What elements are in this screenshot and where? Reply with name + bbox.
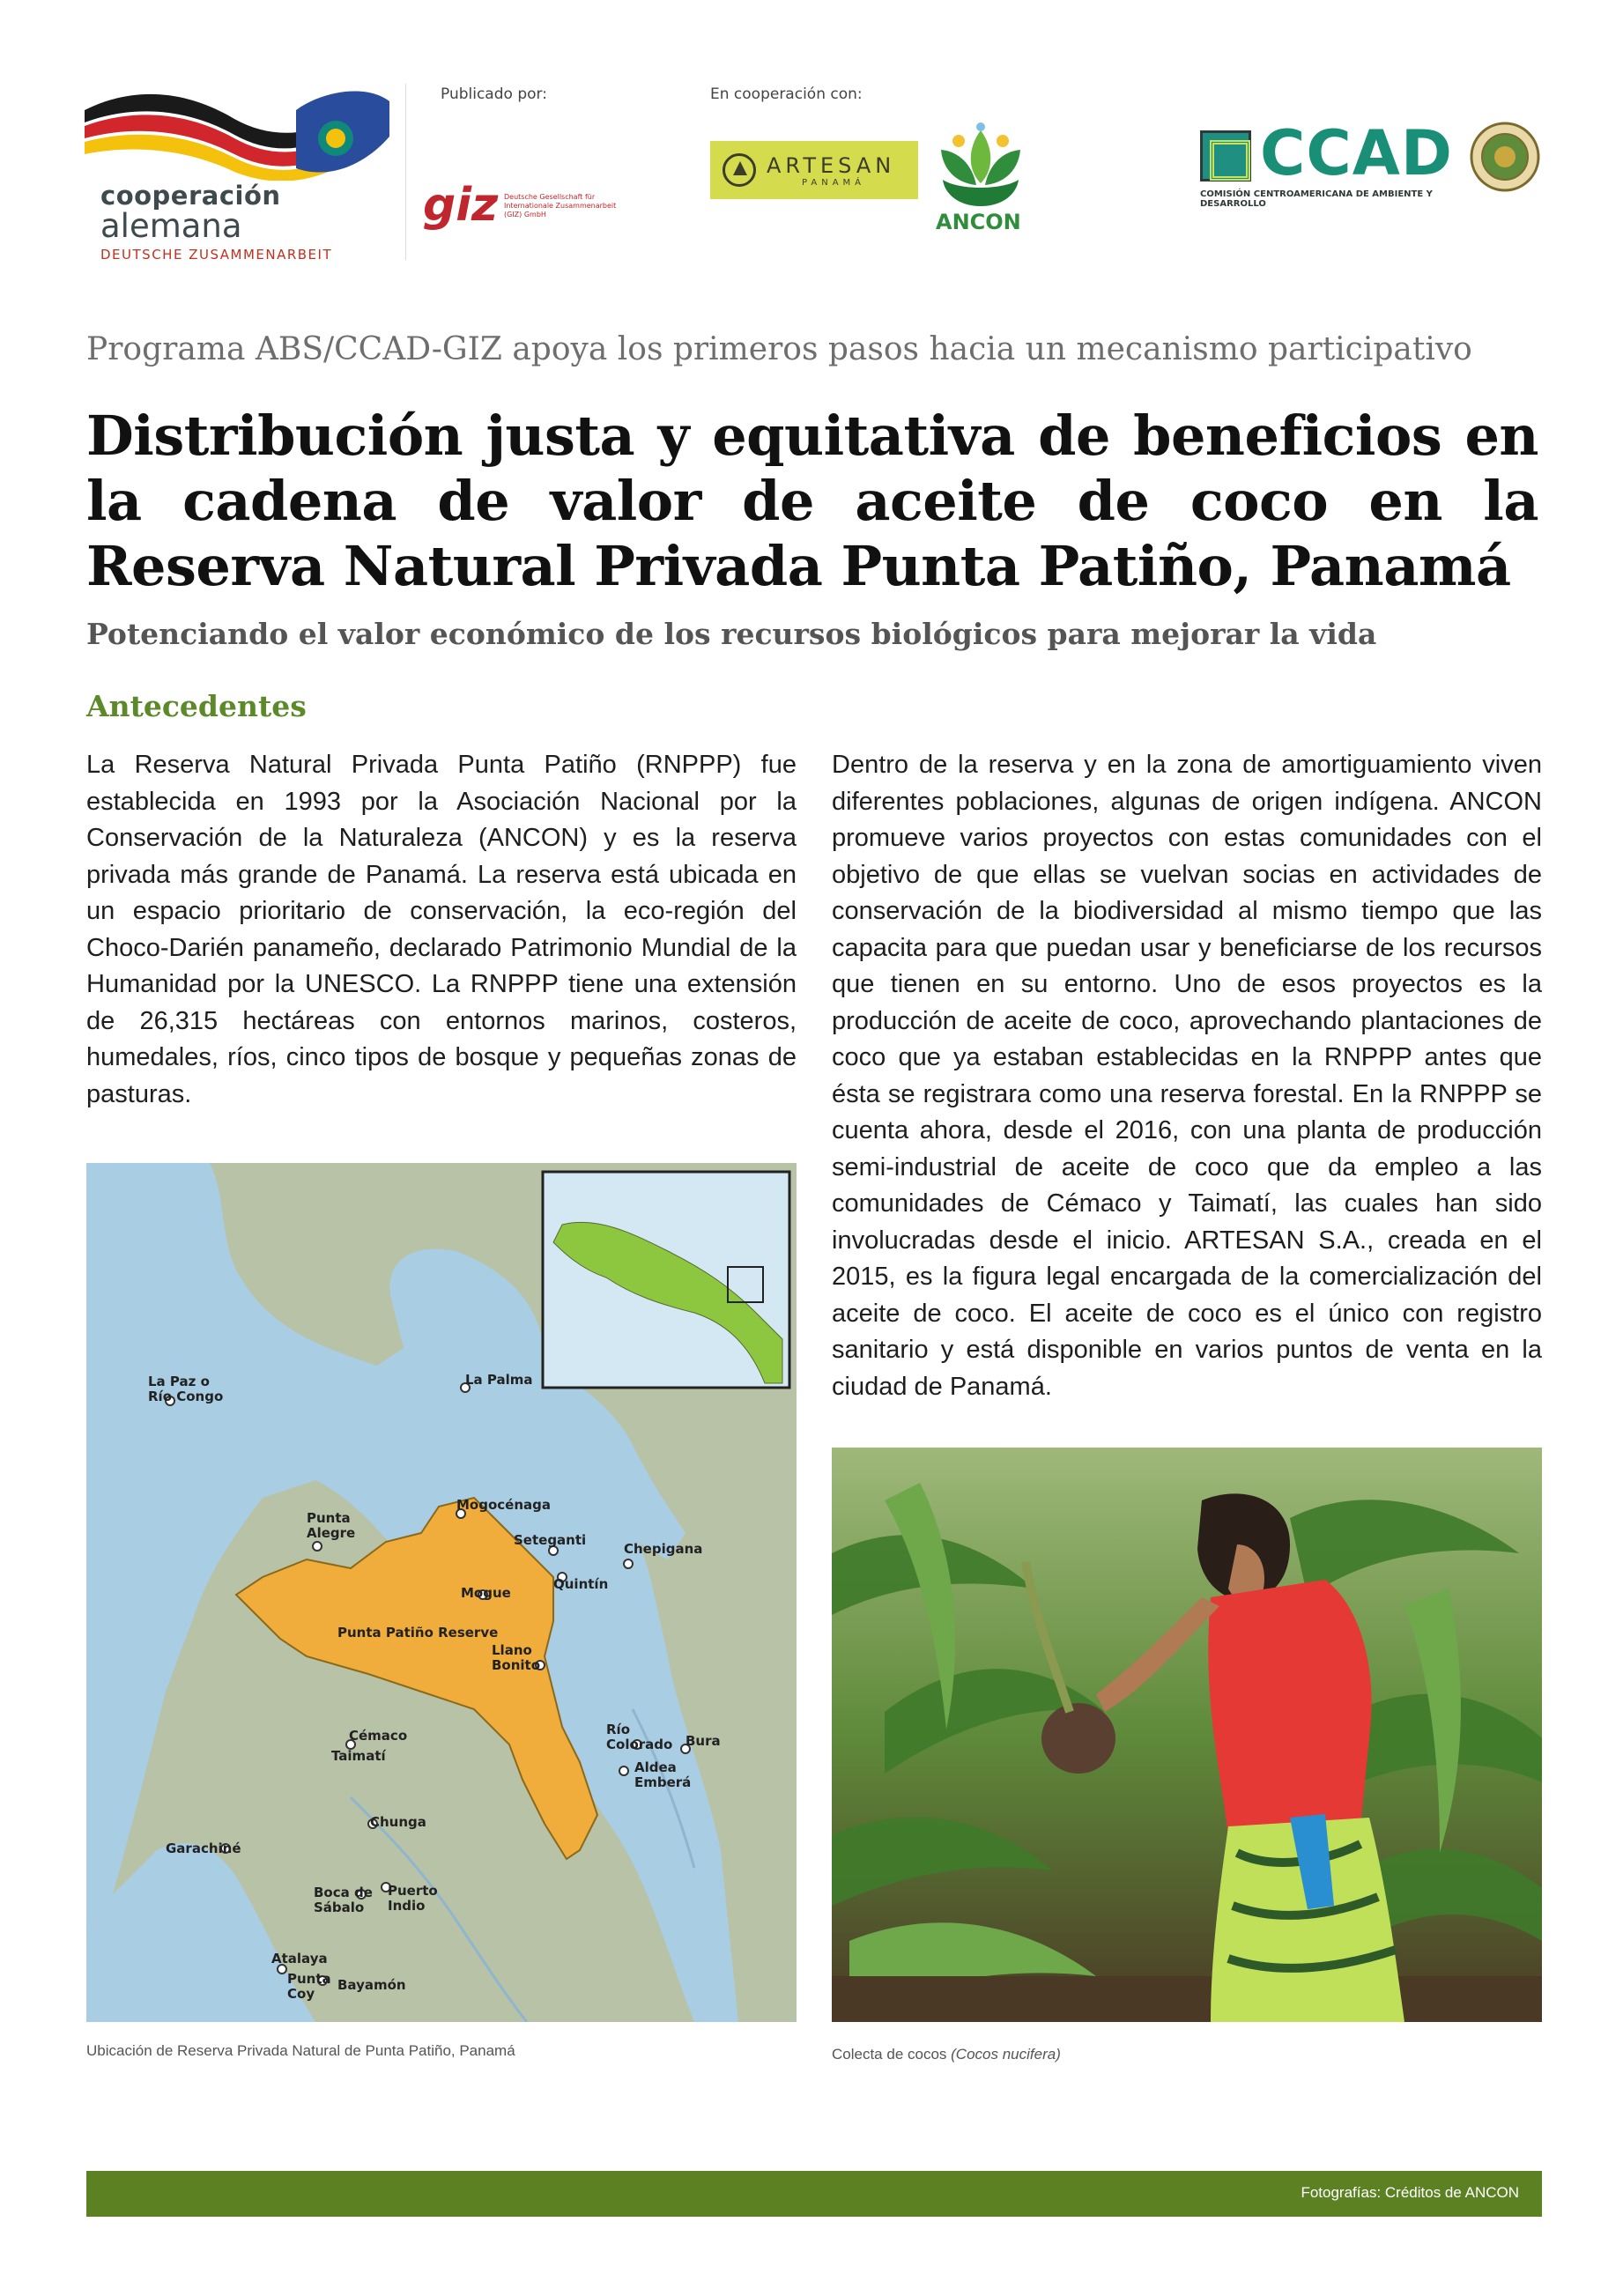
map-label-mogocenaga: Mogocénaga (456, 1497, 551, 1513)
giz-logo (423, 181, 626, 242)
section-heading-antecedentes: Antecedentes (86, 689, 307, 723)
coconut-harvest-photo (832, 1448, 1542, 2022)
photo-caption (832, 2046, 1061, 2063)
map-label-rio-colorado: Río Colorado (606, 1722, 673, 1752)
artesan-emblem-icon (723, 153, 756, 187)
map-label-llano-bonito: Llano Bonito (492, 1642, 541, 1673)
map-label-quintin: Quintín (553, 1576, 609, 1592)
ccad-name: CCAD (1260, 117, 1454, 189)
map-label-la-palma: La Palma (465, 1372, 533, 1388)
map-label-taimati: Taimatí (331, 1748, 386, 1764)
map-label-bura: Bura (686, 1733, 721, 1749)
map-label-reserve: Punta Patiño Reserve (337, 1625, 499, 1641)
map-label-la-paz: La Paz o Río Congo (148, 1374, 224, 1404)
article-kicker: Programa ABS/CCAD-GIZ apoya los primeros pasos hacia un mecanismo participativo (86, 331, 1472, 367)
artesan-sub: PANAMÁ (802, 178, 866, 188)
artesan-name: ARTESAN (767, 153, 896, 178)
map-label-seteganti: Seteganti (514, 1532, 587, 1548)
cooperation-label: En cooperación con: (710, 85, 863, 103)
giz-mark: giz (423, 179, 499, 232)
map-label-bayamon: Bayamón (337, 1977, 406, 1993)
coop-line3: DEUTSCHE ZUSAMMENARBEIT (100, 247, 333, 263)
map-label-chunga: Chunga (370, 1814, 426, 1830)
map-label-aldea-embera: Aldea Emberá (634, 1759, 692, 1790)
cooperacion-alemana-logo (85, 84, 393, 263)
photo-caption-species: (Cocos nucifera) (951, 2046, 1061, 2063)
map-label-chepigana: Chepigana (624, 1541, 703, 1557)
map-label-puerto-indio: Puerto Indio (388, 1883, 438, 1914)
article-title: Distribución justa y equitativa de beneficios en la cadena de valor de aceite de coco en la Reserva Natural Privada Punta Patiño, Panamá (86, 404, 1538, 598)
coop-line1: cooperación (100, 181, 281, 211)
german-flag-swoosh-icon (85, 84, 393, 181)
sica-seal-icon (1470, 122, 1540, 192)
ccad-sub: COMISIÓN CENTROAMERICANA DE AMBIENTE Y DESARROLLO (1200, 189, 1433, 209)
coop-line2: alemana (100, 207, 242, 245)
ancon-name: ANCON (936, 210, 1021, 234)
map-label-punta-alegre: Punta Alegre (307, 1510, 356, 1541)
paragraph-right: Dentro de la reserva y en la zona de amortiguamiento viven diferentes poblaciones, algunas de origen indígena. ANCON promueve varios proyectos con estas comunidades con el objetivo de que ellas se vuelvan socias en actividades de conservación de la biodiversidad al mismo tiempo que las capacita para que puedan usar y beneficiarse de los recursos que tienen en su entorno. Uno de esos proyectos es la producción de aceite de coco, aprovechando plantaciones de coco que ya estaban establecidas en la RNPPP antes que ésta se registrara como una reserva forestal. En la RNPPP se cuenta ahora, desde el 2016, con una planta de producción semi-industrial de aceite de coco que da empleo a las comunidades de Cémaco y Taimatí, las cuales han sido involucradas desde el inicio. ARTESAN S.A., creada en el 2015, es la figura legal encargada de la comercialización del aceite de coco. El aceite de coco es el único con registro sanitario y está disponible en varios puntos de venta en la ciudad de Panamá. (832, 751, 1542, 1401)
photo-caption-text: Colecta de cocos (832, 2046, 952, 2063)
map-labels (86, 1163, 797, 2022)
map-label-mogue: Mogue (461, 1585, 511, 1601)
article-subtitle: Potenciando el valor económico de los recursos biológicos para mejorar la vida (86, 617, 1377, 651)
published-by-label: Publicado por: (441, 85, 547, 103)
ancon-logo (932, 122, 1029, 236)
map-caption: Ubicación de Reserva Privada Natural de Punta Patiño, Panamá (86, 2042, 515, 2059)
ancon-leaf-icon (932, 122, 1029, 210)
footer-bar (86, 2171, 1542, 2217)
paragraph-left: La Reserva Natural Privada Punta Patiño (RNPPP) fue establecida en 1993 por la Asociación Nacional por la Conservación de la Naturaleza (ANCON) y es la reserva privada más grande de Panamá. La reserva está ubicada en un espacio prioritario de conservación, la eco-región del Choco-Darién panameño, declarado Patrimonio Mundial de la Humanidad por la UNESCO. La RNPPP tiene una extensión de 26,315 hectáreas con entornos marinos, costeros, humedales, ríos, cinco tipos de bosque y pequeñas zonas de pasturas. (86, 751, 797, 1108)
map-label-boca-sabalo: Boca de Sábalo (314, 1885, 373, 1915)
giz-small-text: Deutsche Gesellschaft für Internationale Zusammenarbeit (GIZ) GmbH (504, 193, 617, 218)
reserve-location-map (86, 1163, 797, 2022)
map-label-punta-coy: Punta Coy (287, 1971, 331, 2002)
photo-credits: Fotografías: Créditos de ANCON (1301, 2184, 1519, 2201)
map-label-cemaco: Cémaco (349, 1728, 408, 1744)
header-divider (405, 84, 406, 260)
map-label-atalaya: Atalaya (271, 1951, 328, 1966)
ccad-emblem-icon (1200, 130, 1251, 181)
ccad-logo (1200, 117, 1456, 209)
artesan-logo (710, 141, 918, 199)
map-label-garachine: Garachiné (166, 1841, 241, 1856)
